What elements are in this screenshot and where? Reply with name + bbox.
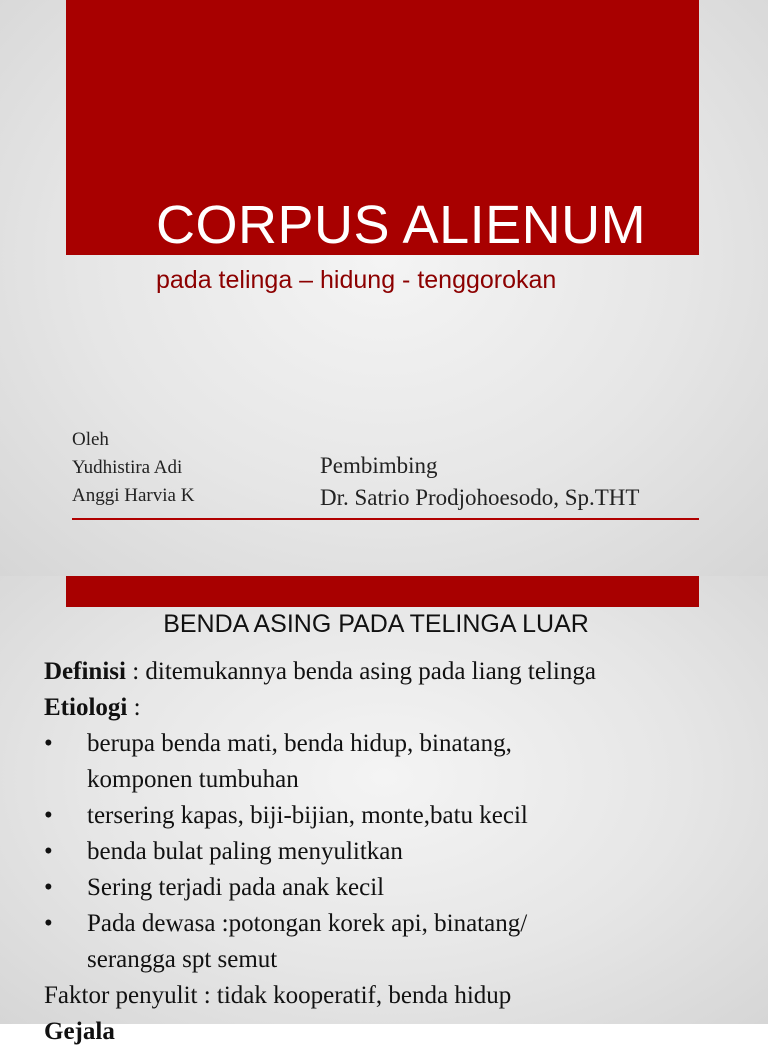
section-title: BENDA ASING PADA TELINGA LUAR (163, 610, 589, 638)
etiology-line (44, 690, 764, 726)
bullet-text: berupa benda mati, benda hidup, binatang, (87, 730, 512, 757)
authors-label: Oleh (72, 429, 109, 450)
advisor-block (320, 450, 639, 514)
bullet-dot: • (44, 874, 53, 901)
advisor-label: Pembimbing (320, 453, 438, 478)
bullet-dot: • (44, 910, 53, 937)
definition-line (44, 654, 764, 690)
bullet-item (44, 906, 764, 978)
symptoms-label-partial (44, 1014, 764, 1050)
bullet-text: benda bulat paling menyulitkan (87, 838, 403, 865)
complicating-factors-line: Faktor penyulit : tidak kooperatif, benda hidup (44, 982, 512, 1009)
bullet-item (44, 726, 764, 798)
bullet-dot: • (44, 730, 53, 757)
symptoms-label: Gejala (44, 1018, 115, 1045)
bullet-item (44, 870, 764, 906)
author-name: Yudhistira Adi (72, 457, 183, 478)
advisor-name: Dr. Satrio Prodjohoesodo, Sp.THT (320, 485, 640, 510)
bullet-text: Pada dewasa :potongan korek api, binatang/ (87, 910, 528, 937)
author-name: Anggi Harvia K (72, 485, 195, 506)
bullet-text-continued: komponen tumbuhan (87, 766, 299, 793)
bullet-dot: • (44, 838, 53, 865)
bullet-text: Sering terjadi pada anak kecil (87, 874, 385, 901)
etiology-colon: : (127, 694, 141, 721)
content-slide (0, 576, 768, 1045)
bullet-item (44, 798, 764, 834)
header-banner (66, 576, 699, 607)
bullet-item (44, 834, 764, 870)
divider-line (72, 518, 699, 520)
body-text (44, 654, 764, 1050)
definition-label: Definisi (44, 658, 126, 685)
authors-block (72, 426, 194, 510)
slide-subtitle: pada telinga – hidung - tenggorokan (156, 266, 557, 294)
bullet-text: tersering kapas, biji-bijian, monte,batu kecil (87, 802, 528, 829)
bullet-dot: • (44, 802, 53, 829)
definition-text: : ditemukannya benda asing pada liang telinga (125, 658, 596, 685)
bullet-text-continued: serangga spt semut (87, 946, 278, 973)
slide-title: CORPUS ALIENUM (156, 195, 647, 255)
etiology-label: Etiologi (44, 694, 128, 721)
